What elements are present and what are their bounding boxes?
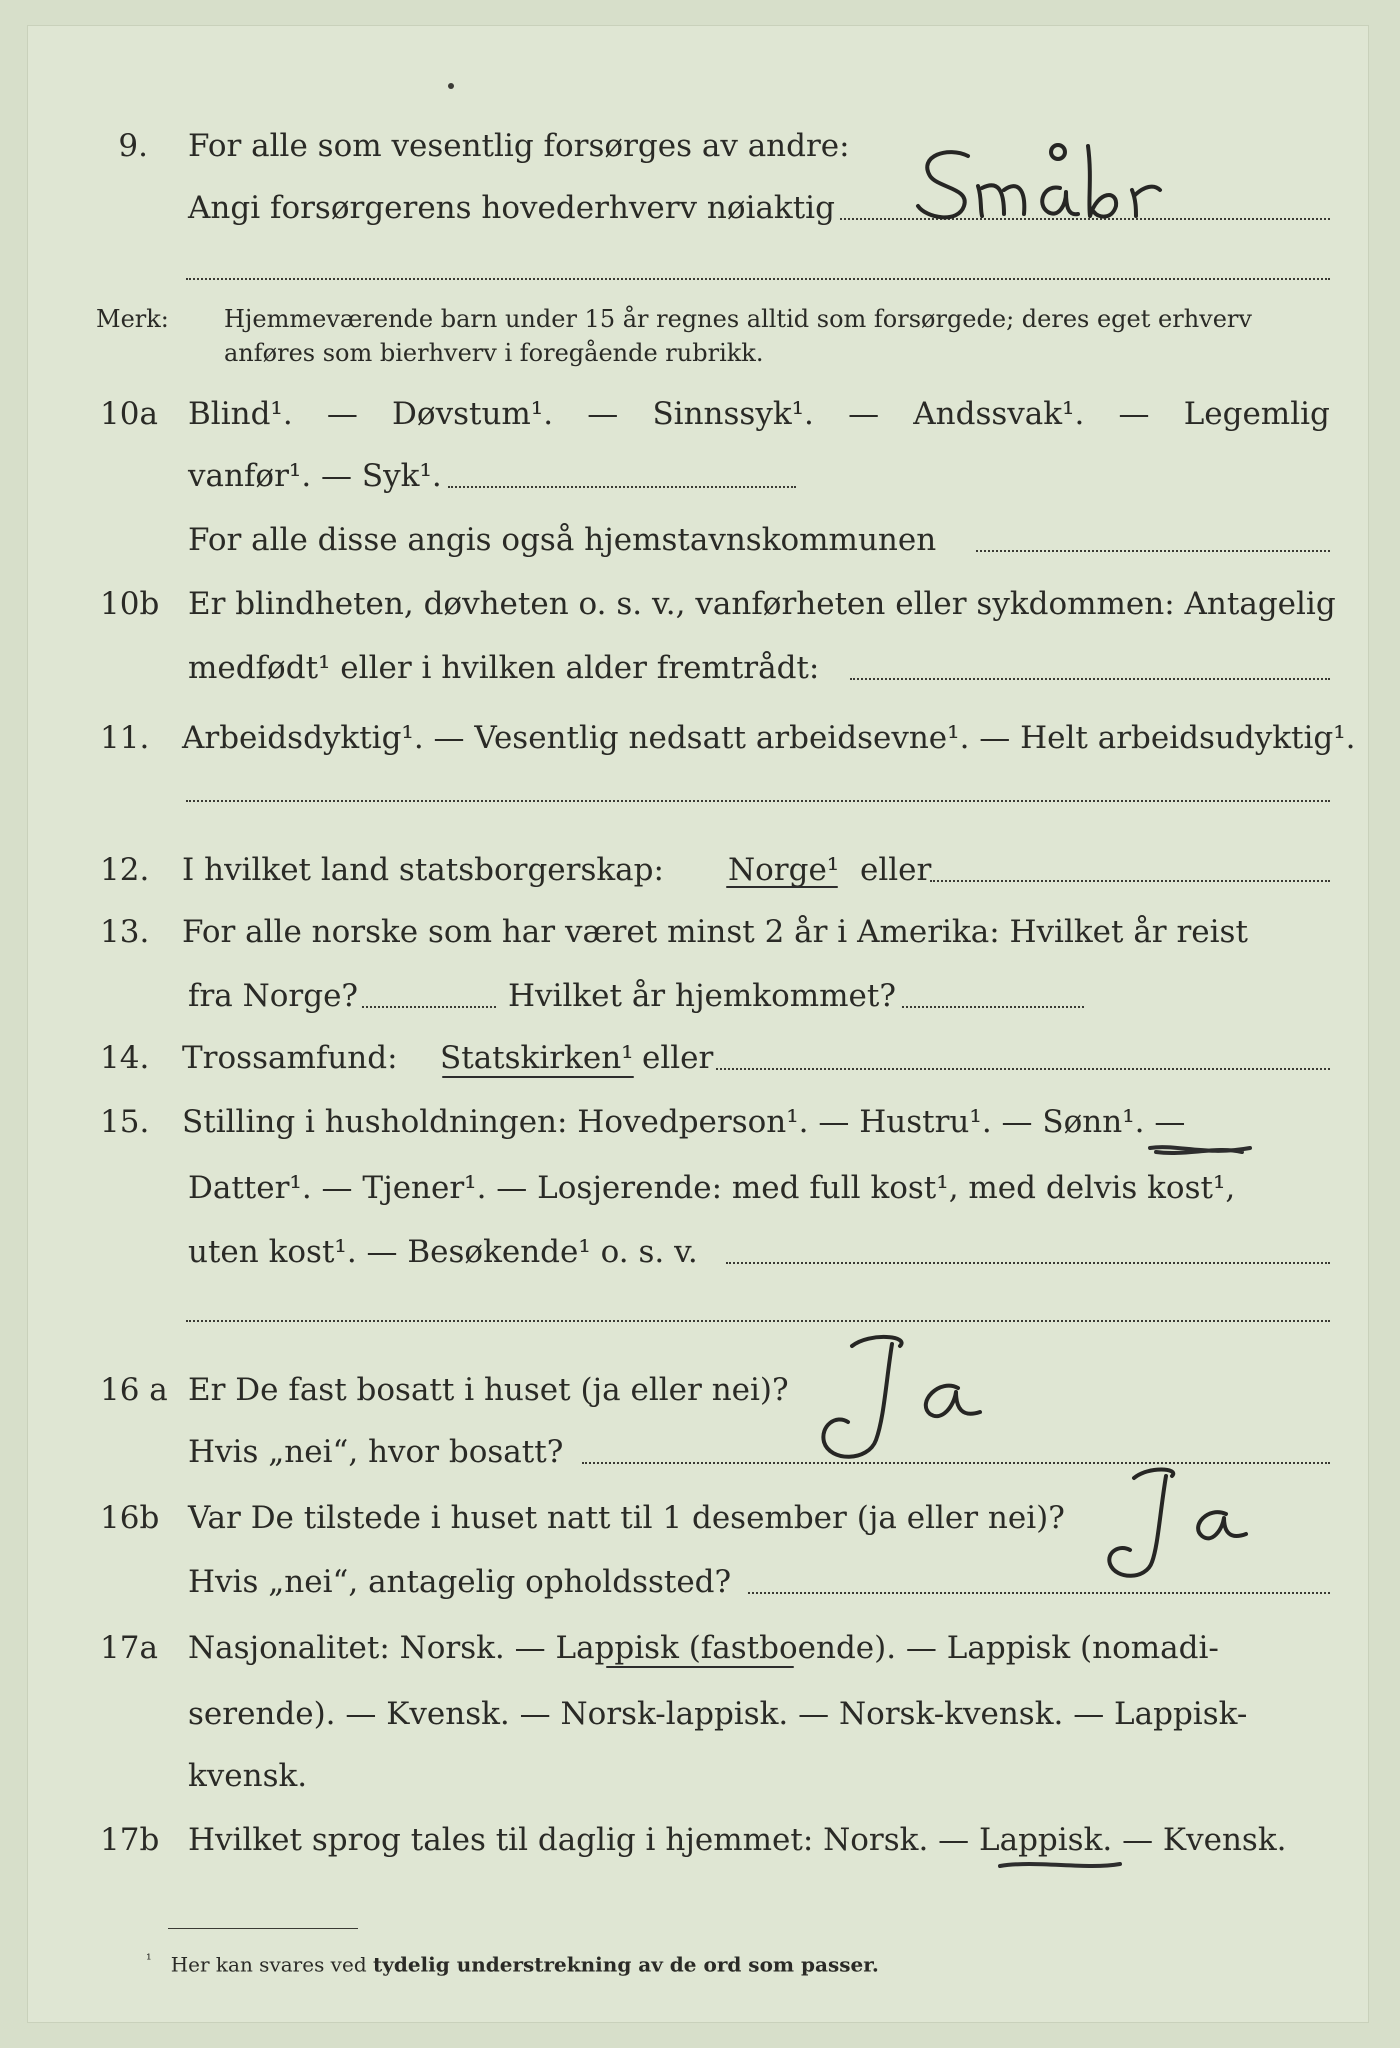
question-number: 17a	[100, 1630, 158, 1666]
answer-line	[362, 1006, 496, 1008]
answer-line	[186, 800, 1330, 802]
answer-line	[726, 1262, 1330, 1264]
question-text: Hvis „nei“, hvor bosatt?	[188, 1434, 564, 1470]
option-norge: Norge¹	[728, 852, 840, 888]
question-number: 9.	[118, 128, 148, 164]
answer-line	[748, 1592, 1330, 1594]
question-text: Trossamfund:	[182, 1040, 398, 1076]
option-dovstum: Døvstum¹.	[392, 396, 554, 432]
question-text: Stilling i husholdningen: Hovedperson¹. — Hustru¹. — Sønn¹. —	[182, 1104, 1186, 1140]
footnote	[146, 1946, 879, 1979]
pencil-underline-sonn	[1146, 1140, 1256, 1160]
footnote-emphasis: tydelig understrekning av de ord som passer.	[372, 1952, 879, 1977]
question-text: For alle som vesentlig forsørges av andre:	[188, 128, 850, 164]
dash: —	[587, 396, 619, 432]
option-andssvak: Andssvak¹.	[913, 396, 1085, 432]
answer-line	[902, 1006, 1084, 1008]
question-number: 16 a	[100, 1372, 168, 1408]
dash: —	[1118, 396, 1150, 432]
question-number: 13.	[100, 914, 150, 950]
dash: —	[326, 396, 358, 432]
question-number: 16b	[100, 1500, 160, 1536]
question-text: eller	[860, 852, 932, 888]
question-text: kvensk.	[188, 1758, 308, 1794]
answer-line	[716, 1068, 1330, 1070]
question-text: For alle disse angis også hjemstavnskommunen	[188, 522, 937, 558]
question-text: Nasjonalitet: Norsk. — Lappisk (fastboende). — Lappisk (nomadi-	[188, 1630, 1219, 1666]
answer-line	[186, 278, 1330, 280]
question-number: 11.	[100, 720, 150, 756]
footnote-text: Her kan svares ved	[170, 1952, 367, 1977]
question-text: serende). — Kvensk. — Norsk-lappisk. — Norsk-kvensk. — Lappisk-	[188, 1696, 1248, 1732]
question-text: Hvis „nei“, antagelig opholdssted?	[188, 1564, 732, 1600]
answer-line	[850, 678, 1330, 680]
question-number: 17b	[100, 1822, 160, 1858]
question-text: vanfør¹. — Syk¹.	[188, 458, 442, 494]
question-number: 12.	[100, 852, 150, 888]
question-text: Angi forsørgerens hovederhverv nøiaktig	[188, 190, 835, 226]
answer-line	[930, 880, 1330, 882]
dash: —	[848, 396, 880, 432]
footnote-mark: ¹	[146, 1952, 152, 1968]
question-number: 10b	[100, 586, 160, 622]
note-label: Merk:	[96, 305, 169, 333]
question-text: Hvilket år hjemkommet?	[508, 978, 896, 1014]
question-text: eller	[642, 1040, 714, 1076]
ink-dot	[448, 83, 454, 89]
question-text: Datter¹. — Tjener¹. — Losjerende: med full kost¹, med delvis kost¹,	[188, 1170, 1236, 1206]
option-blind: Blind¹.	[188, 396, 293, 432]
note-text: Hjemmeværende barn under 15 år regnes alltid som forsørgede; deres eget erhverv	[224, 305, 1252, 333]
answer-line	[582, 1462, 1330, 1464]
footnote-separator	[168, 1928, 358, 1929]
question-text: medfødt¹ eller i hvilken alder fremtrådt:	[188, 650, 820, 686]
question-text: Er De fast bosatt i huset (ja eller nei)?	[188, 1372, 789, 1408]
option-statskirken: Statskirken¹	[440, 1040, 634, 1076]
question-number: 14.	[100, 1040, 150, 1076]
question-text: I hvilket land statsborgerskap:	[182, 852, 664, 888]
answer-line	[840, 218, 1330, 220]
option-sinnssyk: Sinnssyk¹.	[652, 396, 814, 432]
pencil-underline	[442, 1076, 634, 1078]
pencil-underline	[606, 1666, 794, 1668]
answer-line	[186, 1320, 1330, 1322]
question-text	[188, 394, 1330, 434]
census-form-page	[28, 26, 1368, 2022]
question-text: For alle norske som har været minst 2 år i Amerika: Hvilket år reist	[182, 914, 1248, 950]
option-legemlig: Legemlig	[1183, 396, 1330, 432]
answer-line	[976, 550, 1330, 552]
question-text: Arbeidsdyktig¹. — Vesentlig nedsatt arbeidsevne¹. — Helt arbeidsudyktig¹.	[182, 720, 1356, 756]
question-text: uten kost¹. — Besøkende¹ o. s. v.	[188, 1234, 698, 1270]
question-text: Hvilket sprog tales til daglig i hjemmet: Norsk. — Lappisk. — Kvensk.	[188, 1822, 1287, 1858]
answer-line	[448, 486, 796, 488]
question-number: 15.	[100, 1104, 150, 1140]
pencil-underline	[726, 886, 838, 888]
note-text: anføres som bierhverv i foregående rubrikk.	[224, 339, 764, 367]
question-number: 10a	[100, 396, 158, 432]
question-text: Var De tilstede i huset natt til 1 desember (ja eller nei)?	[188, 1500, 1065, 1536]
question-text: Er blindheten, døvheten o. s. v., vanførheten eller sykdommen: Antagelig	[188, 586, 1336, 622]
question-text: fra Norge?	[188, 978, 359, 1014]
